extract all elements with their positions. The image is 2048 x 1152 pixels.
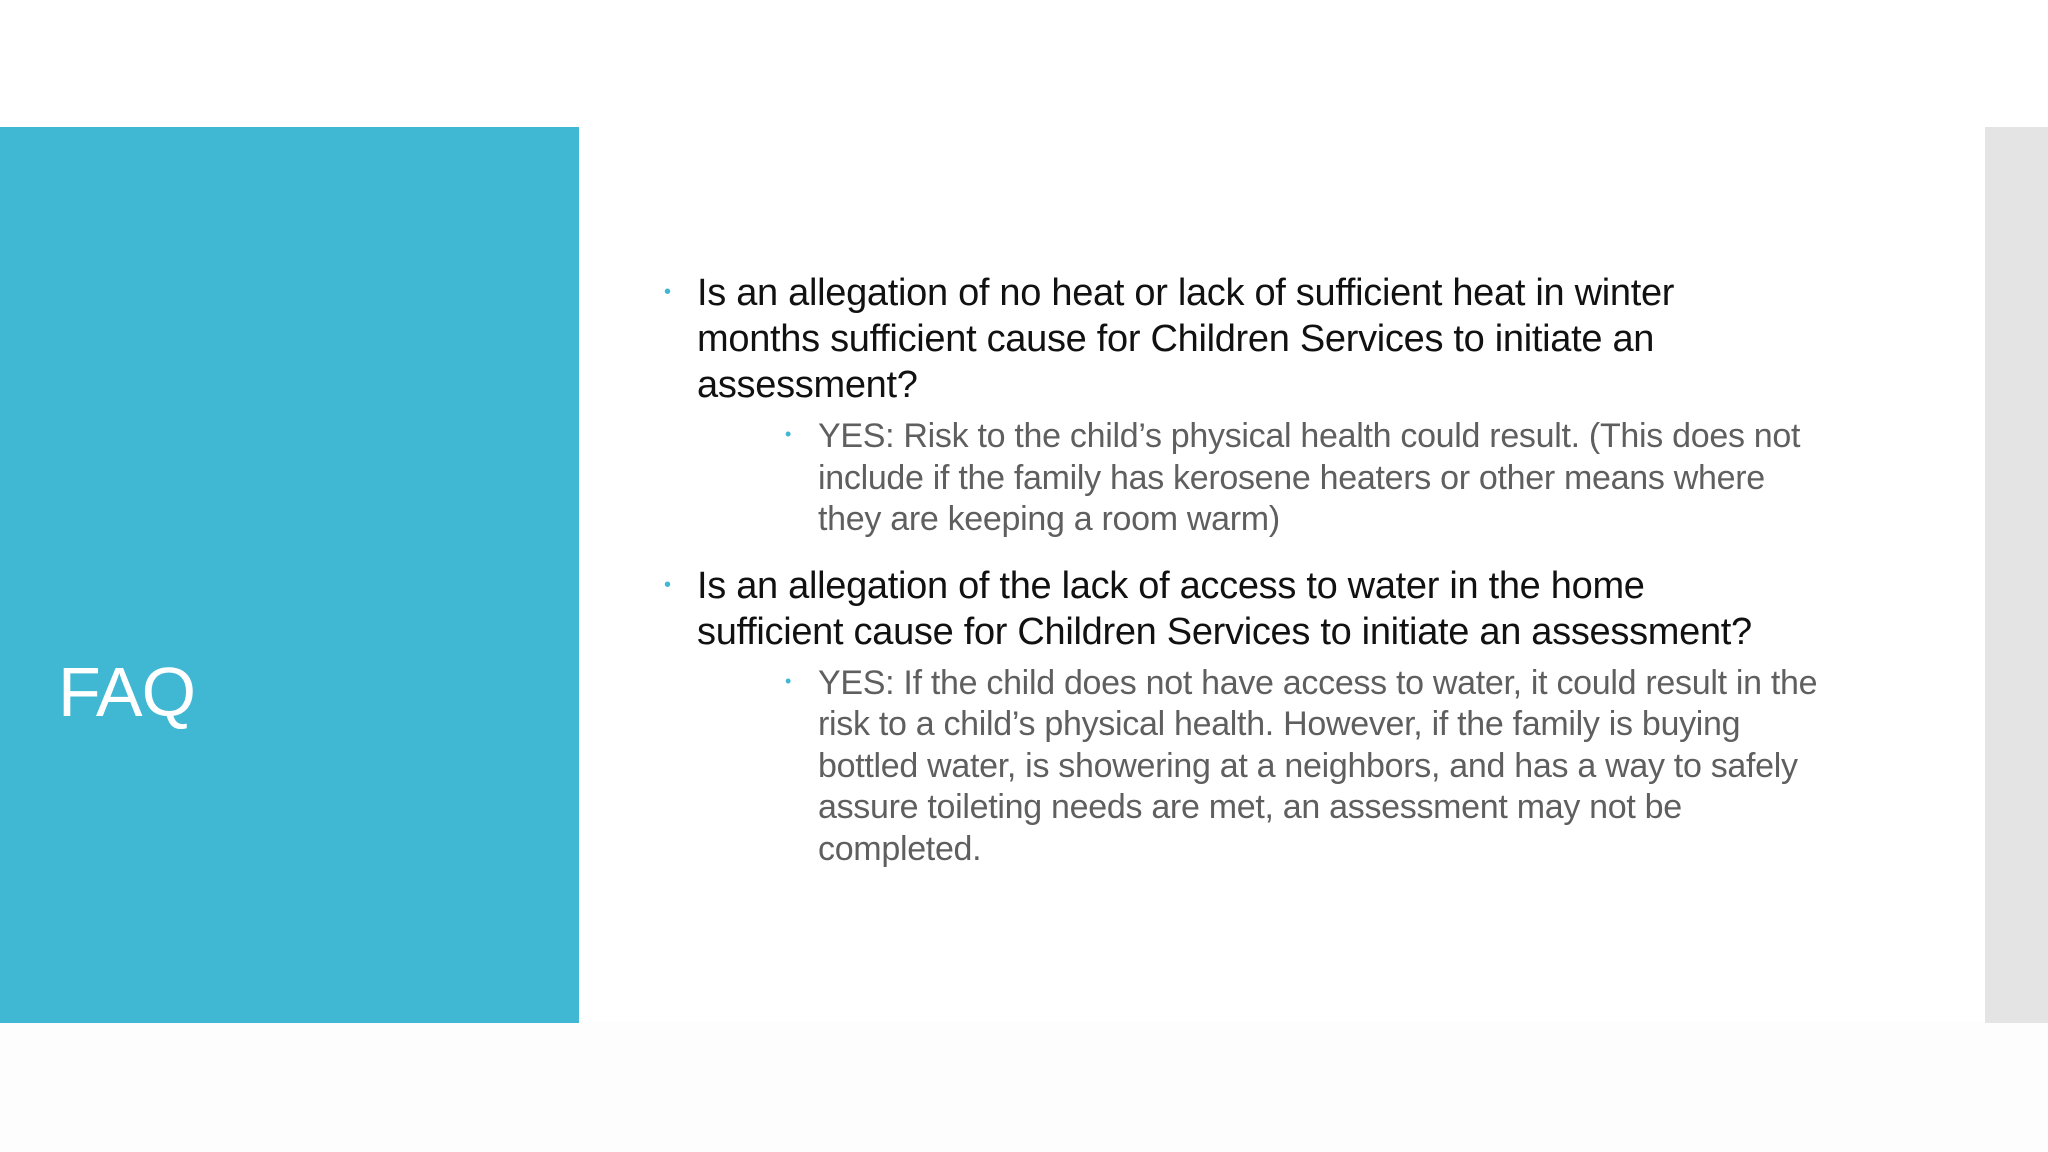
faq-answer-list [697,416,1860,541]
bottom-band [0,1022,2048,1152]
question-line: Is an allegation of no heat or lack of sufficient heat in winter [697,272,1675,314]
question-line: sufficient cause for Children Services to initiate an assessment? [697,610,1752,653]
bullet-icon: • [664,281,672,303]
faq-answer [697,416,1860,541]
faq-list [660,270,1860,870]
answer-line: YES: If the child does not have access to water, it could result in the [818,663,1818,702]
faq-item [660,270,1860,541]
answer-text [818,416,1860,541]
answer-line: risk to a child’s physical health. However, if the family is buying [818,705,1741,743]
bullet-icon: • [785,424,792,444]
bullet-icon: • [664,573,672,596]
answer-line: assure toileting needs are met, an assessment may not be [818,788,1682,826]
answer-line: YES: Risk to the child’s physical health could result. (This does not [818,417,1801,455]
slide-title: FAQ [58,653,196,731]
question-line: Is an allegation of the lack of access to water in the home [697,564,1645,607]
question-line: assessment? [697,364,918,406]
bullet-icon: • [785,670,792,691]
right-accent-bar [1985,127,2048,1023]
faq-question [697,563,1860,655]
faq-item [660,563,1860,871]
answer-line: bottled water, is showering at a neighbors, and has a way to safely [818,746,1798,785]
answer-line: completed. [818,829,982,868]
answer-text [818,663,1860,871]
title-panel [0,127,579,1023]
question-line: months sufficient cause for Children Services to initiate an [697,318,1655,360]
faq-answer [697,663,1860,871]
faq-answer-list [697,663,1860,871]
faq-question [697,270,1860,408]
answer-line: include if the family has kerosene heaters or other means where [818,458,1765,497]
faq-content [660,270,1860,892]
answer-line: they are keeping a room warm) [818,500,1280,538]
